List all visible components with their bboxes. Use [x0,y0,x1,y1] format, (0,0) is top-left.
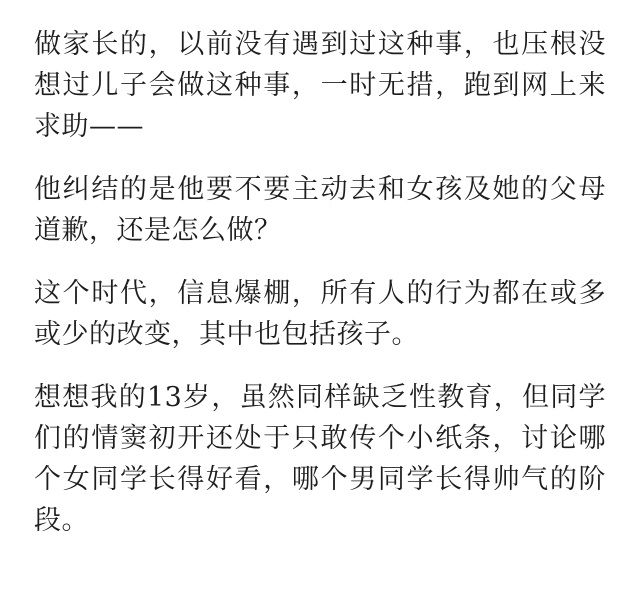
paragraph: 做家长的，以前没有遇到过这种事，也压根没想过儿子会做这种事，一时无措，跑到网上来求助—— [34,29,606,142]
paragraph: 这个时代，信息爆棚，所有人的行为都在或多或少的改变，其中也包括孩子。 [34,278,606,350]
paragraph: 他纠结的是他要不要主动去和女孩及她的父母道歉，还是怎么做？ [34,174,606,246]
paragraph: 想想我的13岁，虽然同样缺乏性教育，但同学们的情窦初开还处于只敢传个小纸条，讨论哪个女同学长得好看，哪个男同学长得帅气的阶段。 [34,382,606,536]
